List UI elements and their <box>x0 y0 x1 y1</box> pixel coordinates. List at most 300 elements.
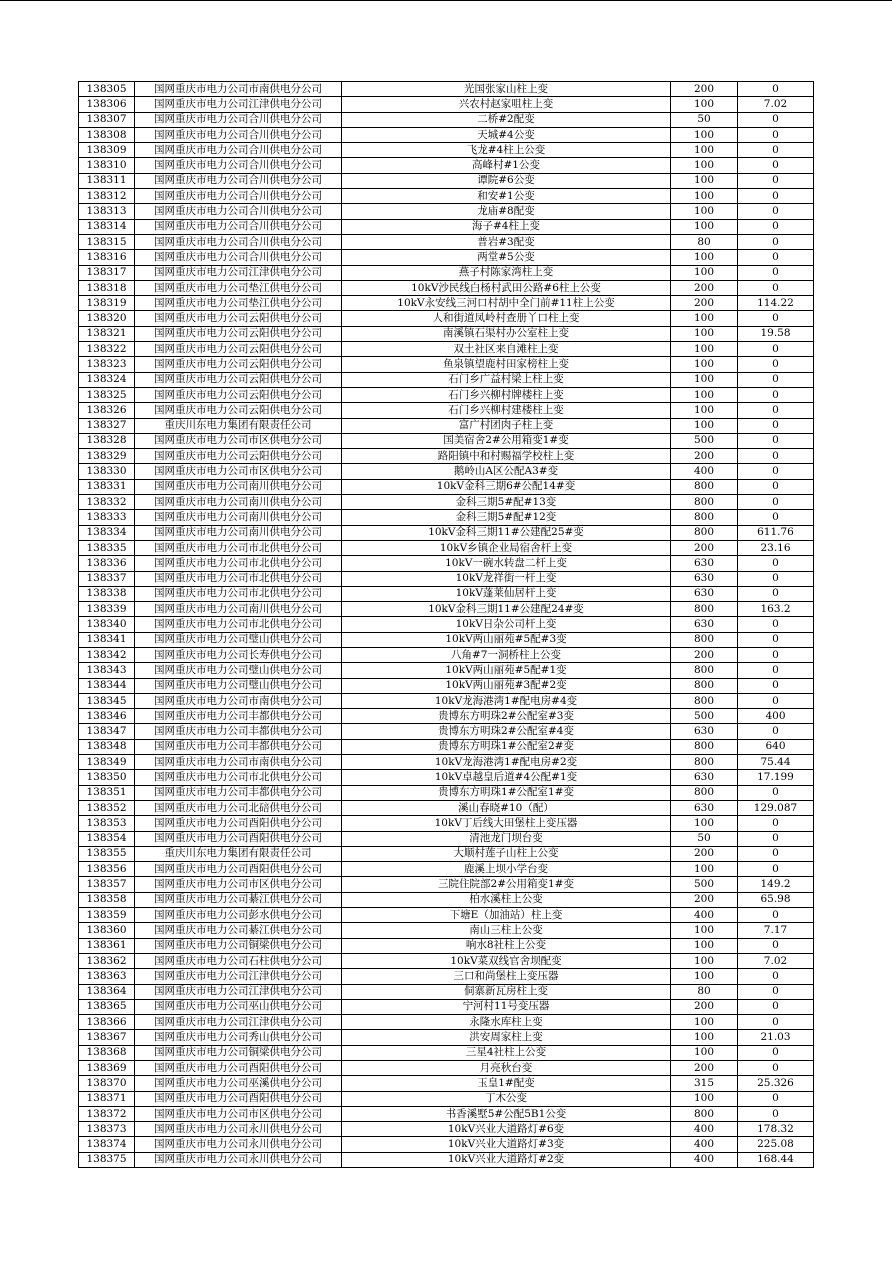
value-cell: 0 <box>738 143 814 158</box>
company-cell: 国网重庆市电力公司南川供电分公司 <box>135 495 342 510</box>
table-row <box>79 556 814 571</box>
value-cell: 149.2 <box>738 877 814 892</box>
table-row <box>79 571 814 586</box>
table-row <box>79 1030 814 1045</box>
capacity-cell: 200 <box>671 280 738 295</box>
transformer-name-cell: 和安#1公变 <box>342 189 671 204</box>
record-id-cell: 138314 <box>79 219 135 234</box>
table-row <box>79 800 814 815</box>
transformer-name-cell: 天城#4公变 <box>342 127 671 142</box>
value-cell: 0 <box>738 1015 814 1030</box>
record-id-cell: 138361 <box>79 938 135 953</box>
value-cell: 0 <box>738 846 814 861</box>
company-cell: 国网重庆市电力公司市南供电分公司 <box>135 755 342 770</box>
capacity-cell: 200 <box>671 999 738 1014</box>
transformer-name-cell: 三口和尚堡柱上变压器 <box>342 969 671 984</box>
company-cell: 国网重庆市电力公司合川供电分公司 <box>135 234 342 249</box>
table-row <box>79 755 814 770</box>
transformer-name-cell: 石门乡兴柳村建楼柱上变 <box>342 403 671 418</box>
company-cell: 国网重庆市电力公司合川供电分公司 <box>135 173 342 188</box>
record-id-cell: 138356 <box>79 862 135 877</box>
capacity-cell: 800 <box>671 1106 738 1121</box>
table-row <box>79 632 814 647</box>
company-cell: 国网重庆市电力公司秀山供电分公司 <box>135 1030 342 1045</box>
capacity-cell: 400 <box>671 908 738 923</box>
transformer-name-cell: 10kV兴业大道路灯#6变 <box>342 1122 671 1137</box>
capacity-cell: 200 <box>671 1061 738 1076</box>
record-id-cell: 138354 <box>79 831 135 846</box>
record-id-cell: 138341 <box>79 632 135 647</box>
value-cell: 0 <box>738 632 814 647</box>
value-cell: 7.02 <box>738 97 814 112</box>
capacity-cell: 800 <box>671 678 738 693</box>
table-row <box>79 311 814 326</box>
capacity-cell: 100 <box>671 1015 738 1030</box>
value-cell: 163.2 <box>738 602 814 617</box>
record-id-cell: 138344 <box>79 678 135 693</box>
transformer-table <box>78 81 814 1168</box>
table-row <box>79 908 814 923</box>
record-id-cell: 138340 <box>79 617 135 632</box>
value-cell: 0 <box>738 862 814 877</box>
capacity-cell: 100 <box>671 189 738 204</box>
capacity-cell: 100 <box>671 816 738 831</box>
table-row <box>79 112 814 127</box>
table-row <box>79 663 814 678</box>
value-cell: 0 <box>738 250 814 265</box>
record-id-cell: 138350 <box>79 770 135 785</box>
capacity-cell: 100 <box>671 265 738 280</box>
company-cell: 国网重庆市电力公司铜梁供电分公司 <box>135 1045 342 1060</box>
capacity-cell: 630 <box>671 571 738 586</box>
company-cell: 国网重庆市电力公司合川供电分公司 <box>135 158 342 173</box>
value-cell: 0 <box>738 495 814 510</box>
company-cell: 国网重庆市电力公司南川供电分公司 <box>135 602 342 617</box>
company-cell: 国网重庆市电力公司璧山供电分公司 <box>135 663 342 678</box>
value-cell: 0 <box>738 816 814 831</box>
transformer-name-cell: 龙庙#8配变 <box>342 204 671 219</box>
company-cell: 国网重庆市电力公司市区供电分公司 <box>135 464 342 479</box>
capacity-cell: 50 <box>671 831 738 846</box>
record-id-cell: 138311 <box>79 173 135 188</box>
record-id-cell: 138360 <box>79 923 135 938</box>
table-row <box>79 831 814 846</box>
record-id-cell: 138319 <box>79 296 135 311</box>
capacity-cell: 100 <box>671 1030 738 1045</box>
capacity-cell: 100 <box>671 403 738 418</box>
transformer-name-cell: 鹅岭山A区公配A3#变 <box>342 464 671 479</box>
table-row <box>79 1091 814 1106</box>
transformer-name-cell: 石门乡广益村梁上柱上变 <box>342 372 671 387</box>
record-id-cell: 138310 <box>79 158 135 173</box>
value-cell: 65.98 <box>738 892 814 907</box>
transformer-name-cell: 清池龙门坝台变 <box>342 831 671 846</box>
record-id-cell: 138355 <box>79 846 135 861</box>
record-id-cell: 138320 <box>79 311 135 326</box>
capacity-cell: 315 <box>671 1076 738 1091</box>
capacity-cell: 800 <box>671 785 738 800</box>
record-id-cell: 138331 <box>79 479 135 494</box>
page-top-rule <box>0 0 892 1</box>
company-cell: 国网重庆市电力公司合川供电分公司 <box>135 189 342 204</box>
value-cell: 0 <box>738 234 814 249</box>
value-cell: 0 <box>738 663 814 678</box>
capacity-cell: 100 <box>671 1045 738 1060</box>
value-cell: 17.199 <box>738 770 814 785</box>
company-cell: 国网重庆市电力公司合川供电分公司 <box>135 127 342 142</box>
capacity-cell: 800 <box>671 479 738 494</box>
capacity-cell: 100 <box>671 143 738 158</box>
company-cell: 国网重庆市电力公司铜梁供电分公司 <box>135 938 342 953</box>
transformer-name-cell: 人和街道凤岭村查册丫口柱上变 <box>342 311 671 326</box>
value-cell: 0 <box>738 433 814 448</box>
record-id-cell: 138349 <box>79 755 135 770</box>
transformer-name-cell: 侗寨新瓦房柱上变 <box>342 984 671 999</box>
value-cell: 0 <box>738 908 814 923</box>
table-row <box>79 127 814 142</box>
record-id-cell: 138366 <box>79 1015 135 1030</box>
company-cell: 国网重庆市电力公司酉阳供电分公司 <box>135 862 342 877</box>
transformer-name-cell: 10kV菜双线官舍坝配变 <box>342 953 671 968</box>
table-row <box>79 602 814 617</box>
transformer-name-cell: 响水8社柱上公变 <box>342 938 671 953</box>
value-cell: 0 <box>738 112 814 127</box>
record-id-cell: 138348 <box>79 739 135 754</box>
record-id-cell: 138328 <box>79 433 135 448</box>
table-row <box>79 953 814 968</box>
table-row <box>79 739 814 754</box>
company-cell: 国网重庆市电力公司永川供电分公司 <box>135 1122 342 1137</box>
table-row <box>79 617 814 632</box>
value-cell: 0 <box>738 372 814 387</box>
value-cell: 0 <box>738 999 814 1014</box>
value-cell: 0 <box>738 571 814 586</box>
value-cell: 400 <box>738 709 814 724</box>
capacity-cell: 100 <box>671 127 738 142</box>
table-row <box>79 82 814 97</box>
transformer-name-cell: 10kV两山丽苑#3配#2变 <box>342 678 671 693</box>
company-cell: 国网重庆市电力公司合川供电分公司 <box>135 112 342 127</box>
value-cell: 0 <box>738 1106 814 1121</box>
capacity-cell: 100 <box>671 97 738 112</box>
capacity-cell: 630 <box>671 724 738 739</box>
capacity-cell: 800 <box>671 510 738 525</box>
table-row <box>79 1152 814 1167</box>
company-cell: 国网重庆市电力公司市南供电分公司 <box>135 693 342 708</box>
table-row <box>79 816 814 831</box>
transformer-name-cell: 鱼泉镇望鹿村田家榜柱上变 <box>342 357 671 372</box>
value-cell: 0 <box>738 280 814 295</box>
record-id-cell: 138371 <box>79 1091 135 1106</box>
table-row <box>79 785 814 800</box>
capacity-cell: 630 <box>671 556 738 571</box>
table-row <box>79 143 814 158</box>
transformer-name-cell: 10kV乡镇企业局宿舍杆上变 <box>342 540 671 555</box>
capacity-cell: 800 <box>671 755 738 770</box>
capacity-cell: 100 <box>671 387 738 402</box>
record-id-cell: 138308 <box>79 127 135 142</box>
record-id-cell: 138329 <box>79 449 135 464</box>
table-row <box>79 372 814 387</box>
value-cell: 129.087 <box>738 800 814 815</box>
capacity-cell: 400 <box>671 464 738 479</box>
table-row <box>79 923 814 938</box>
record-id-cell: 138307 <box>79 112 135 127</box>
table-row <box>79 586 814 601</box>
record-id-cell: 138330 <box>79 464 135 479</box>
value-cell: 7.02 <box>738 953 814 968</box>
transformer-name-cell: 10kV兴业大道路灯#2变 <box>342 1152 671 1167</box>
capacity-cell: 800 <box>671 495 738 510</box>
table-row <box>79 158 814 173</box>
record-id-cell: 138342 <box>79 647 135 662</box>
value-cell: 0 <box>738 127 814 142</box>
table-row <box>79 495 814 510</box>
record-id-cell: 138353 <box>79 816 135 831</box>
record-id-cell: 138324 <box>79 372 135 387</box>
value-cell: 0 <box>738 938 814 953</box>
capacity-cell: 400 <box>671 1137 738 1152</box>
capacity-cell: 100 <box>671 418 738 433</box>
record-id-cell: 138325 <box>79 387 135 402</box>
transformer-name-cell: 10kV一碗水转盘二杆上变 <box>342 556 671 571</box>
table-row <box>79 709 814 724</box>
record-id-cell: 138334 <box>79 525 135 540</box>
record-id-cell: 138364 <box>79 984 135 999</box>
table-row <box>79 250 814 265</box>
record-id-cell: 138306 <box>79 97 135 112</box>
table-row <box>79 234 814 249</box>
value-cell: 0 <box>738 464 814 479</box>
transformer-name-cell: 鹿溪上坝小学台变 <box>342 862 671 877</box>
transformer-name-cell: 金科三期5#配#13变 <box>342 495 671 510</box>
transformer-name-cell: 普岩#3配变 <box>342 234 671 249</box>
table-row <box>79 280 814 295</box>
value-cell: 0 <box>738 204 814 219</box>
transformer-name-cell: 10kV卓越皇后道#4公配#1变 <box>342 770 671 785</box>
table-row <box>79 1015 814 1030</box>
value-cell: 7.17 <box>738 923 814 938</box>
record-id-cell: 138338 <box>79 586 135 601</box>
transformer-name-cell: 南山三柱上公变 <box>342 923 671 938</box>
capacity-cell: 100 <box>671 1091 738 1106</box>
transformer-name-cell: 贵博东方明珠1#公配室2#变 <box>342 739 671 754</box>
transformer-name-cell: 富广村团肉子柱上变 <box>342 418 671 433</box>
value-cell: 75.44 <box>738 755 814 770</box>
transformer-name-cell: 10kV沙民线白杨村武田公路#6柱上公变 <box>342 280 671 295</box>
value-cell: 611.76 <box>738 525 814 540</box>
transformer-name-cell: 双土社区来自滩柱上变 <box>342 342 671 357</box>
record-id-cell: 138322 <box>79 342 135 357</box>
capacity-cell: 800 <box>671 663 738 678</box>
transformer-name-cell: 10kV龙祥街一杆上变 <box>342 571 671 586</box>
transformer-name-cell: 10kV龙海港湾1#配电房#4变 <box>342 693 671 708</box>
record-id-cell: 138373 <box>79 1122 135 1137</box>
transformer-name-cell: 三星4社柱上公变 <box>342 1045 671 1060</box>
value-cell: 0 <box>738 418 814 433</box>
record-id-cell: 138317 <box>79 265 135 280</box>
company-cell: 国网重庆市电力公司市区供电分公司 <box>135 877 342 892</box>
table-row <box>79 464 814 479</box>
value-cell: 0 <box>738 724 814 739</box>
value-cell: 0 <box>738 403 814 418</box>
company-cell: 国网重庆市电力公司江津供电分公司 <box>135 97 342 112</box>
table-row <box>79 938 814 953</box>
record-id-cell: 138321 <box>79 326 135 341</box>
record-id-cell: 138318 <box>79 280 135 295</box>
record-id-cell: 138365 <box>79 999 135 1014</box>
transformer-name-cell: 10kV龙海港湾1#配电房#2变 <box>342 755 671 770</box>
capacity-cell: 80 <box>671 984 738 999</box>
transformer-name-cell: 三院住院部2#公用箱变1#变 <box>342 877 671 892</box>
value-cell: 0 <box>738 785 814 800</box>
capacity-cell: 100 <box>671 311 738 326</box>
record-id-cell: 138345 <box>79 693 135 708</box>
value-cell: 0 <box>738 510 814 525</box>
company-cell: 国网重庆市电力公司江津供电分公司 <box>135 984 342 999</box>
value-cell: 0 <box>738 969 814 984</box>
table-row <box>79 204 814 219</box>
company-cell: 国网重庆市电力公司酉阳供电分公司 <box>135 1061 342 1076</box>
record-id-cell: 138326 <box>79 403 135 418</box>
value-cell: 0 <box>738 265 814 280</box>
table-row <box>79 449 814 464</box>
company-cell: 国网重庆市电力公司酉阳供电分公司 <box>135 1091 342 1106</box>
value-cell: 178.32 <box>738 1122 814 1137</box>
record-id-cell: 138323 <box>79 357 135 372</box>
company-cell: 国网重庆市电力公司南川供电分公司 <box>135 510 342 525</box>
transformer-name-cell: 10kV蓬莱仙居杆上变 <box>342 586 671 601</box>
transformer-name-cell: 溪山春晓#10（配） <box>342 800 671 815</box>
company-cell: 国网重庆市电力公司市北供电分公司 <box>135 770 342 785</box>
transformer-name-cell: 宁河村11号变压器 <box>342 999 671 1014</box>
value-cell: 21.03 <box>738 1030 814 1045</box>
value-cell: 114.22 <box>738 296 814 311</box>
company-cell: 国网重庆市电力公司璧山供电分公司 <box>135 678 342 693</box>
capacity-cell: 500 <box>671 709 738 724</box>
transformer-name-cell: 飞龙#4柱上公变 <box>342 143 671 158</box>
company-cell: 国网重庆市电力公司市北供电分公司 <box>135 586 342 601</box>
value-cell: 0 <box>738 984 814 999</box>
capacity-cell: 500 <box>671 877 738 892</box>
capacity-cell: 200 <box>671 296 738 311</box>
transformer-name-cell: 洪安周家柱上变 <box>342 1030 671 1045</box>
transformer-name-cell: 海子#4柱上变 <box>342 219 671 234</box>
table-row <box>79 1137 814 1152</box>
table-row <box>79 433 814 448</box>
value-cell: 0 <box>738 831 814 846</box>
value-cell: 0 <box>738 189 814 204</box>
company-cell: 国网重庆市电力公司合川供电分公司 <box>135 250 342 265</box>
record-id-cell: 138351 <box>79 785 135 800</box>
record-id-cell: 138374 <box>79 1137 135 1152</box>
value-cell: 23.16 <box>738 540 814 555</box>
company-cell: 国网重庆市电力公司江津供电分公司 <box>135 969 342 984</box>
capacity-cell: 100 <box>671 372 738 387</box>
record-id-cell: 138352 <box>79 800 135 815</box>
company-cell: 国网重庆市电力公司丰都供电分公司 <box>135 739 342 754</box>
company-cell: 国网重庆市电力公司云阳供电分公司 <box>135 311 342 326</box>
record-id-cell: 138347 <box>79 724 135 739</box>
company-cell: 国网重庆市电力公司綦江供电分公司 <box>135 892 342 907</box>
transformer-name-cell: 永隆水库柱上变 <box>342 1015 671 1030</box>
value-cell: 225.08 <box>738 1137 814 1152</box>
transformer-name-cell: 贵博东方明珠1#公配室1#变 <box>342 785 671 800</box>
record-id-cell: 138305 <box>79 82 135 97</box>
table-row <box>79 479 814 494</box>
record-id-cell: 138368 <box>79 1045 135 1060</box>
value-cell: 0 <box>738 1091 814 1106</box>
value-cell: 19.58 <box>738 326 814 341</box>
record-id-cell: 138339 <box>79 602 135 617</box>
capacity-cell: 100 <box>671 862 738 877</box>
table-row <box>79 862 814 877</box>
value-cell: 0 <box>738 1061 814 1076</box>
company-cell: 国网重庆市电力公司丰都供电分公司 <box>135 724 342 739</box>
transformer-name-cell: 路阳镇中和村赐福学校柱上变 <box>342 449 671 464</box>
company-cell: 国网重庆市电力公司北碚供电分公司 <box>135 800 342 815</box>
value-cell: 0 <box>738 556 814 571</box>
company-cell: 国网重庆市电力公司云阳供电分公司 <box>135 387 342 402</box>
company-cell: 国网重庆市电力公司垫江供电分公司 <box>135 296 342 311</box>
company-cell: 国网重庆市电力公司南川供电分公司 <box>135 479 342 494</box>
transformer-name-cell: 金科三期5#配#12变 <box>342 510 671 525</box>
transformer-name-cell: 高峰村#1公变 <box>342 158 671 173</box>
transformer-name-cell: 10kV丁后线大田堡柱上变压器 <box>342 816 671 831</box>
record-id-cell: 138313 <box>79 204 135 219</box>
table-row <box>79 403 814 418</box>
company-cell: 国网重庆市电力公司云阳供电分公司 <box>135 449 342 464</box>
transformer-name-cell: 10kV两山丽苑#5配#1变 <box>342 663 671 678</box>
capacity-cell: 100 <box>671 219 738 234</box>
transformer-name-cell: 石门乡兴柳村牌楼柱上变 <box>342 387 671 402</box>
capacity-cell: 100 <box>671 204 738 219</box>
company-cell: 国网重庆市电力公司永川供电分公司 <box>135 1137 342 1152</box>
transformer-name-cell: 谭院#6公变 <box>342 173 671 188</box>
company-cell: 国网重庆市电力公司綦江供电分公司 <box>135 923 342 938</box>
company-cell: 国网重庆市电力公司市北供电分公司 <box>135 617 342 632</box>
table-row <box>79 892 814 907</box>
company-cell: 国网重庆市电力公司市北供电分公司 <box>135 540 342 555</box>
value-cell: 0 <box>738 479 814 494</box>
table-row <box>79 540 814 555</box>
company-cell: 国网重庆市电力公司江津供电分公司 <box>135 1015 342 1030</box>
record-id-cell: 138335 <box>79 540 135 555</box>
table-row <box>79 219 814 234</box>
transformer-name-cell: 两堂#5公变 <box>342 250 671 265</box>
capacity-cell: 100 <box>671 923 738 938</box>
capacity-cell: 200 <box>671 892 738 907</box>
record-id-cell: 138362 <box>79 953 135 968</box>
capacity-cell: 630 <box>671 770 738 785</box>
capacity-cell: 80 <box>671 234 738 249</box>
company-cell: 国网重庆市电力公司永川供电分公司 <box>135 1152 342 1167</box>
company-cell: 国网重庆市电力公司垫江供电分公司 <box>135 280 342 295</box>
value-cell: 0 <box>738 678 814 693</box>
company-cell: 国网重庆市电力公司市区供电分公司 <box>135 1106 342 1121</box>
transformer-name-cell: 大顺村莲子山柱上公变 <box>342 846 671 861</box>
value-cell: 25.326 <box>738 1076 814 1091</box>
company-cell: 国网重庆市电力公司合川供电分公司 <box>135 204 342 219</box>
value-cell: 0 <box>738 1045 814 1060</box>
table-row <box>79 342 814 357</box>
record-id-cell: 138358 <box>79 892 135 907</box>
table-row <box>79 877 814 892</box>
transformer-name-cell: 南溪镇石渠村办公室柱上变 <box>342 326 671 341</box>
table-row <box>79 1045 814 1060</box>
value-cell: 0 <box>738 586 814 601</box>
transformer-name-cell: 贵博东方明珠2#公配室#3变 <box>342 709 671 724</box>
